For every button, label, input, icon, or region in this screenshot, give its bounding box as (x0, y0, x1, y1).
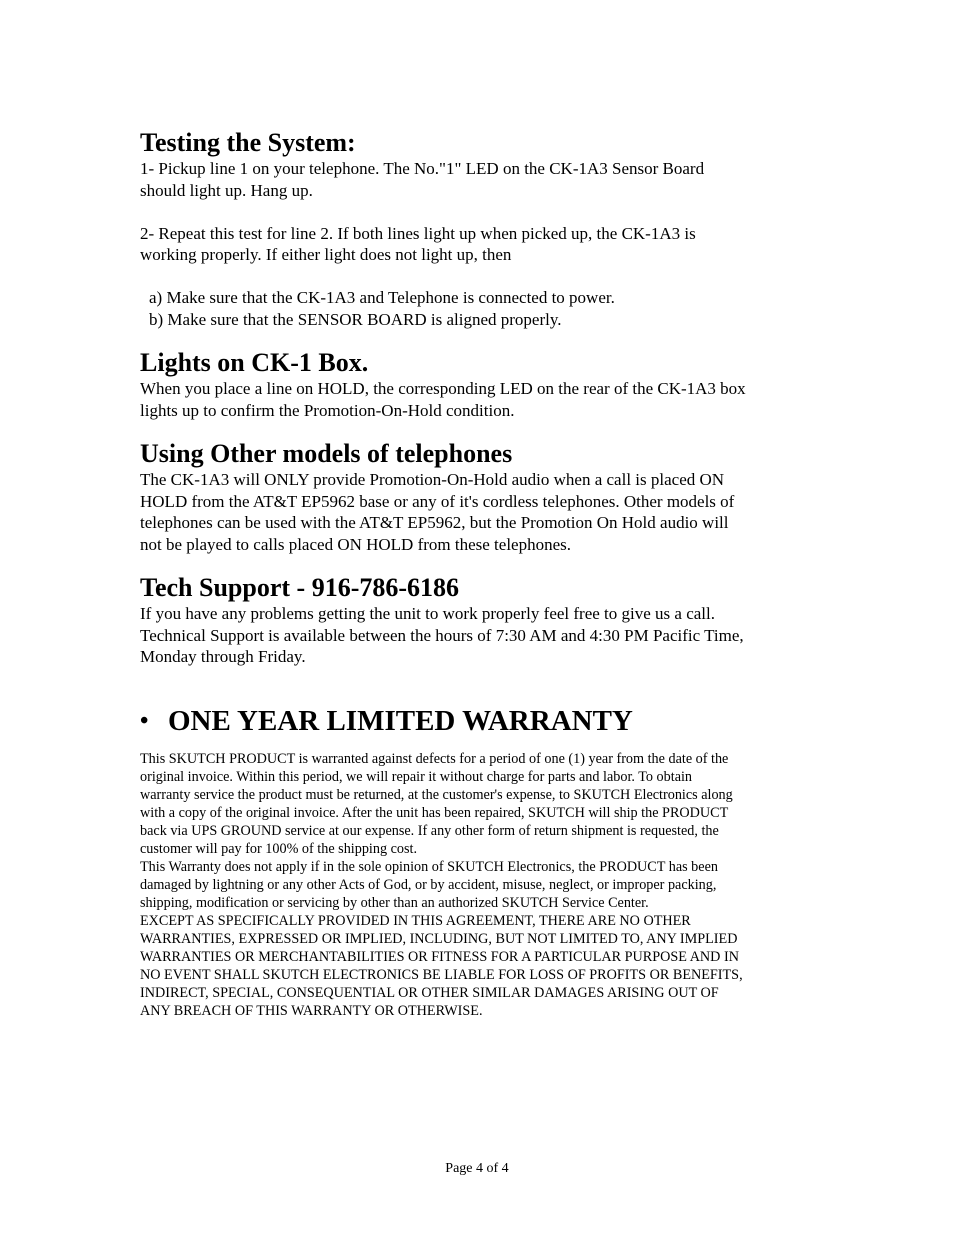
testing-step-2-line-1: 2- Repeat this test for line 2. If both lines light up when picked up, the CK-1A3 is (140, 223, 696, 243)
spacer (140, 201, 820, 223)
support-line-3: Monday through Friday. (140, 647, 306, 666)
testing-item-b: b) Make sure that the SENSOR BOARD is aligned properly. (149, 309, 562, 329)
spacer (140, 668, 820, 704)
warranty-line: ANY BREACH OF THIS WARRANTY OR OTHERWISE. (140, 1002, 483, 1019)
section-heading-tech-support: Tech Support - 916-786-6186 (140, 573, 460, 602)
spacer (140, 421, 820, 439)
warranty-line: This SKUTCH PRODUCT is warranted against defects for a period of one (1) year from the date of the (140, 750, 729, 767)
spacer (140, 266, 820, 288)
warranty-line: warranty service the product must be returned, at the customer's expense, to SKUTCH Electronics along (140, 786, 733, 803)
section-heading-lights: Lights on CK-1 Box. (140, 348, 369, 377)
lights-line-1: When you place a line on HOLD, the corresponding LED on the rear of the CK-1A3 box (140, 379, 746, 398)
support-line-2: Technical Support is available between the hours of 7:30 AM and 4:30 PM Pacific Time, (140, 625, 744, 645)
other-models-line-2: HOLD from the AT&T EP5962 base or any of it's cordless telephones. Other models of (140, 491, 735, 511)
warranty-line: with a copy of the original invoice. After the unit has been repaired, SKUTCH will ship the PRODUCT (140, 804, 729, 821)
other-models-line-4: not be played to calls placed ON HOLD from these telephones. (140, 534, 572, 554)
warranty-line: WARRANTIES, EXPRESSED OR IMPLIED, INCLUDING, BUT NOT LIMITED TO, ANY IMPLIED (140, 930, 738, 947)
warranty-line: shipping, modification or servicing by other than an authorized SKUTCH Service Center. (140, 894, 649, 911)
warranty-line: damaged by lightning or any other Acts of God, or by accident, misuse, neglect, or improper packing, (140, 876, 717, 893)
testing-item-a: a) Make sure that the CK-1A3 and Telephone is connected to power. (149, 288, 615, 307)
warranty-heading-text: ONE YEAR LIMITED WARRANTY (168, 704, 633, 737)
warranty-line: WARRANTIES OR MERCHANTABILITIES OR FITNESS FOR A PARTICULAR PURPOSE AND IN (140, 948, 739, 965)
spacer (140, 738, 820, 750)
warranty-line: INDIRECT, SPECIAL, CONSEQUENTIAL OR OTHER SIMILAR DAMAGES ARISING OUT OF (140, 984, 719, 1001)
testing-step-1-line-2: should light up. Hang up. (140, 180, 313, 200)
page-number: Page 4 of 4 (445, 1161, 509, 1176)
warranty-text (140, 750, 820, 1020)
warranty-heading (140, 704, 820, 738)
warranty-line: This Warranty does not apply if in the sole opinion of SKUTCH Electronics, the PRODUCT has been (140, 858, 718, 875)
other-models-line-1: The CK-1A3 will ONLY provide Promotion-On-Hold audio when a call is placed ON (140, 470, 725, 489)
section-heading-other-models: Using Other models of telephones (140, 439, 513, 468)
testing-step-1-line-1: 1- Pickup line 1 on your telephone. The No."1" LED on the CK-1A3 Sensor Board (140, 159, 705, 178)
warranty-line: EXCEPT AS SPECIFICALLY PROVIDED IN THIS AGREEMENT, THERE ARE NO OTHER (140, 912, 691, 929)
warranty-line: customer will pay for 100% of the shipping cost. (140, 840, 418, 857)
lights-line-2: lights up to confirm the Promotion-On-Hold condition. (140, 400, 515, 420)
warranty-line: NO EVENT SHALL SKUTCH ELECTRONICS BE LIABLE FOR LOSS OF PROFITS OR BENEFITS, (140, 966, 743, 983)
spacer (140, 555, 820, 573)
testing-step-2-line-2: working properly. If either light does not light up, then (140, 245, 512, 264)
warranty-line: back via UPS GROUND service at our expense. If any other form of return shipment is requested, the (140, 822, 719, 839)
spacer (140, 330, 820, 348)
section-heading-testing: Testing the System: (140, 128, 356, 157)
other-models-line-3: telephones can be used with the AT&T EP5962, but the Promotion On Hold audio will (140, 513, 729, 532)
bullet-icon: • (140, 707, 149, 734)
document-page (140, 128, 820, 1020)
warranty-line: original invoice. Within this period, we will repair it without charge for parts and labor. To obtain (140, 768, 693, 785)
support-line-1: If you have any problems getting the unit to work properly feel free to give us a call. (140, 604, 715, 623)
